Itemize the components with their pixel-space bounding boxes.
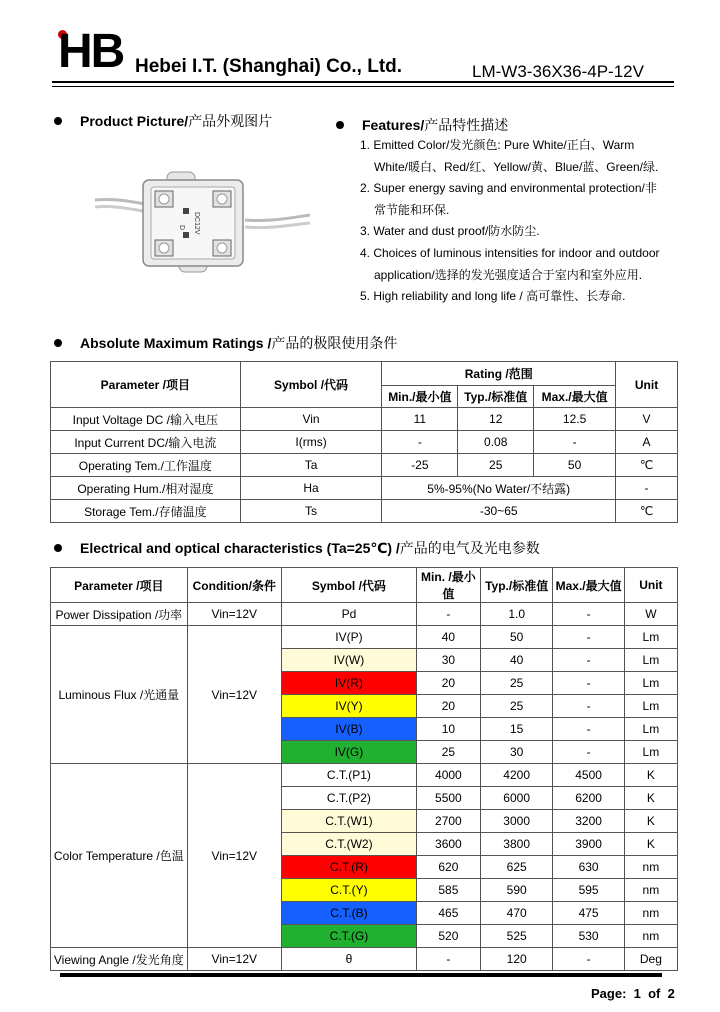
ct-min-cell: 3600 bbox=[416, 833, 480, 856]
ct-typ-cell: 625 bbox=[480, 856, 553, 879]
ct-symbol-cell: C.T.(B) bbox=[281, 902, 416, 925]
ct-max-cell: 630 bbox=[553, 856, 624, 879]
ct-min-cell: 465 bbox=[416, 902, 480, 925]
section-title-picture: Product Picture/产品外观图片 bbox=[54, 111, 272, 131]
eo-header-unit: Unit bbox=[624, 568, 677, 603]
company-logo: HB bbox=[58, 25, 124, 78]
led-label-2: DC12V bbox=[193, 212, 200, 235]
eo-header-max: Max./最大值 bbox=[553, 568, 624, 603]
flux-min-cell: 25 bbox=[416, 741, 480, 764]
amr-header-rating: Rating /范围 bbox=[382, 362, 616, 386]
flux-unit-cell: Lm bbox=[624, 672, 677, 695]
section-title-amr: Absolute Maximum Ratings /产品的极限使用条件 bbox=[54, 333, 397, 353]
flux-max-cell: - bbox=[553, 741, 624, 764]
feature-item: 1. Emitted Color/发光颜色: Pure White/正白、Warm bbox=[360, 138, 635, 152]
feature-item: 4. Choices of luminous intensities for indoor and outdoor bbox=[360, 245, 660, 260]
ct-symbol-cell: C.T.(G) bbox=[281, 925, 416, 948]
company-name: Hebei I.T. (Shanghai) Co., Ltd. bbox=[135, 56, 403, 77]
flux-symbol-cell: IV(Y) bbox=[281, 695, 416, 718]
ct-unit-cell: nm bbox=[624, 856, 677, 879]
flux-min-cell: 40 bbox=[416, 626, 480, 649]
features-list bbox=[360, 135, 690, 308]
ct-max-cell: 4500 bbox=[553, 764, 624, 787]
flux-symbol-cell: IV(B) bbox=[281, 718, 416, 741]
flux-min-cell: 20 bbox=[416, 695, 480, 718]
ct-typ-cell: 4200 bbox=[480, 764, 553, 787]
feature-item-cont: 常节能和环保. bbox=[374, 202, 450, 217]
eo-header-min: Min. /最小值 bbox=[416, 568, 480, 603]
ct-min-cell: 4000 bbox=[416, 764, 480, 787]
bullet-icon bbox=[54, 117, 62, 125]
ct-max-cell: 595 bbox=[553, 879, 624, 902]
ct-symbol-cell: C.T.(R) bbox=[281, 856, 416, 879]
ct-min-cell: 2700 bbox=[416, 810, 480, 833]
footer-rule bbox=[60, 973, 662, 977]
section-title-features: Features/产品特性描述 bbox=[336, 115, 508, 135]
header-rule bbox=[52, 81, 674, 83]
table-row: Operating Tem./工作温度 Ta -25 25 50 ℃ bbox=[51, 454, 678, 477]
ct-symbol-cell: C.T.(P1) bbox=[281, 764, 416, 787]
table-row bbox=[51, 626, 678, 649]
ct-max-cell: 475 bbox=[553, 902, 624, 925]
ct-typ-cell: 590 bbox=[480, 879, 553, 902]
ct-typ-cell: 3800 bbox=[480, 833, 553, 856]
flux-typ-cell: 30 bbox=[480, 741, 553, 764]
amr-header-parameter: Parameter /项目 bbox=[51, 362, 241, 408]
amr-header-min: Min./最小值 bbox=[382, 386, 458, 408]
section-title-eo: Electrical and optical characteristics (Ta=25℃) /产品的电气及光电参数 bbox=[54, 538, 540, 558]
ct-unit-cell: K bbox=[624, 833, 677, 856]
amr-header-symbol: Symbol /代码 bbox=[240, 362, 382, 408]
eo-table bbox=[50, 567, 678, 971]
flux-param-cell: Luminous Flux /光通量 bbox=[51, 626, 188, 764]
ct-symbol-cell: C.T.(W1) bbox=[281, 810, 416, 833]
amr-header-typ: Typ./标准值 bbox=[458, 386, 534, 408]
table-row: Input Voltage DC /输入电压 Vin 11 12 12.5 V bbox=[51, 408, 678, 431]
flux-min-cell: 10 bbox=[416, 718, 480, 741]
feature-item-cont: application/选择的发光强度适合于室内和室外应用. bbox=[374, 267, 643, 282]
ct-unit-cell: K bbox=[624, 764, 677, 787]
feature-item-cont: White/暖白、Red/红、Yellow/黄、Blue/蓝、Green/绿. bbox=[374, 159, 659, 174]
feature-item: 3. Water and dust proof/防水防尘. bbox=[360, 224, 540, 239]
flux-max-cell: - bbox=[553, 695, 624, 718]
ct-unit-cell: nm bbox=[624, 902, 677, 925]
bullet-icon bbox=[54, 544, 62, 552]
table-row: Input Current DC/输入电流 I(rms) - 0.08 - A bbox=[51, 431, 678, 454]
flux-max-cell: - bbox=[553, 649, 624, 672]
eo-header-symbol: Symbol /代码 bbox=[281, 568, 416, 603]
ct-symbol-cell: C.T.(Y) bbox=[281, 879, 416, 902]
ct-max-cell: 530 bbox=[553, 925, 624, 948]
ct-typ-cell: 3000 bbox=[480, 810, 553, 833]
flux-typ-cell: 25 bbox=[480, 695, 553, 718]
ct-symbol-cell: C.T.(W2) bbox=[281, 833, 416, 856]
ct-unit-cell: K bbox=[624, 787, 677, 810]
table-row: Viewing Angle /发光角度 Vin=12V θ - 120 - Deg bbox=[51, 948, 678, 971]
flux-typ-cell: 50 bbox=[480, 626, 553, 649]
flux-typ-cell: 40 bbox=[480, 649, 553, 672]
led-label-1: D bbox=[178, 225, 185, 231]
flux-max-cell: - bbox=[553, 672, 624, 695]
flux-min-cell: 20 bbox=[416, 672, 480, 695]
table-row: Power Dissipation /功率 Vin=12V Pd - 1.0 - W bbox=[51, 603, 678, 626]
flux-max-cell: - bbox=[553, 626, 624, 649]
flux-condition-cell: Vin=12V bbox=[187, 626, 281, 764]
eo-header-typ: Typ./标准值 bbox=[480, 568, 553, 603]
feature-item: 5. High reliability and long life / 高可靠性、长寿命. bbox=[360, 289, 626, 304]
amr-table bbox=[50, 361, 678, 523]
flux-symbol-cell: IV(P) bbox=[281, 626, 416, 649]
flux-typ-cell: 25 bbox=[480, 672, 553, 695]
led-module-illustration bbox=[95, 160, 310, 275]
ct-min-cell: 5500 bbox=[416, 787, 480, 810]
flux-typ-cell: 15 bbox=[480, 718, 553, 741]
eo-header-parameter: Parameter /项目 bbox=[51, 568, 188, 603]
flux-unit-cell: Lm bbox=[624, 649, 677, 672]
ct-typ-cell: 6000 bbox=[480, 787, 553, 810]
flux-max-cell: - bbox=[553, 718, 624, 741]
ct-max-cell: 6200 bbox=[553, 787, 624, 810]
feature-item: 2. Super energy saving and environmental protection/非 bbox=[360, 181, 657, 196]
flux-unit-cell: Lm bbox=[624, 741, 677, 764]
ct-symbol-cell: C.T.(P2) bbox=[281, 787, 416, 810]
ct-condition-cell: Vin=12V bbox=[187, 764, 281, 948]
eo-header-condition: Condition/条件 bbox=[187, 568, 281, 603]
ct-typ-cell: 470 bbox=[480, 902, 553, 925]
ct-unit-cell: K bbox=[624, 810, 677, 833]
model-number: LM-W3-36X36-4P-12V bbox=[472, 62, 644, 81]
led-module-picture bbox=[95, 160, 310, 275]
flux-unit-cell: Lm bbox=[624, 695, 677, 718]
table-row bbox=[51, 764, 678, 787]
page-number: Page: 1 of 2 bbox=[591, 986, 675, 1001]
table-row: Storage Tem./存储温度 Ts -30~65 ℃ bbox=[51, 500, 678, 523]
ct-typ-cell: 525 bbox=[480, 925, 553, 948]
flux-unit-cell: Lm bbox=[624, 626, 677, 649]
table-row: Operating Hum./相对湿度 Ha 5%-95%(No Water/不结露) - bbox=[51, 477, 678, 500]
ct-unit-cell: nm bbox=[624, 925, 677, 948]
ct-param-cell: Color Temperature /色温 bbox=[51, 764, 188, 948]
ct-unit-cell: nm bbox=[624, 879, 677, 902]
ct-max-cell: 3200 bbox=[553, 810, 624, 833]
bullet-icon bbox=[54, 339, 62, 347]
amr-header-max: Max./最大值 bbox=[534, 386, 616, 408]
bullet-icon bbox=[336, 121, 344, 129]
flux-symbol-cell: IV(G) bbox=[281, 741, 416, 764]
flux-symbol-cell: IV(W) bbox=[281, 649, 416, 672]
ct-min-cell: 585 bbox=[416, 879, 480, 902]
ct-max-cell: 3900 bbox=[553, 833, 624, 856]
ct-min-cell: 620 bbox=[416, 856, 480, 879]
header-rule-thin bbox=[52, 86, 674, 87]
ct-min-cell: 520 bbox=[416, 925, 480, 948]
amr-header-unit: Unit bbox=[616, 362, 678, 408]
flux-min-cell: 30 bbox=[416, 649, 480, 672]
flux-symbol-cell: IV(R) bbox=[281, 672, 416, 695]
flux-unit-cell: Lm bbox=[624, 718, 677, 741]
